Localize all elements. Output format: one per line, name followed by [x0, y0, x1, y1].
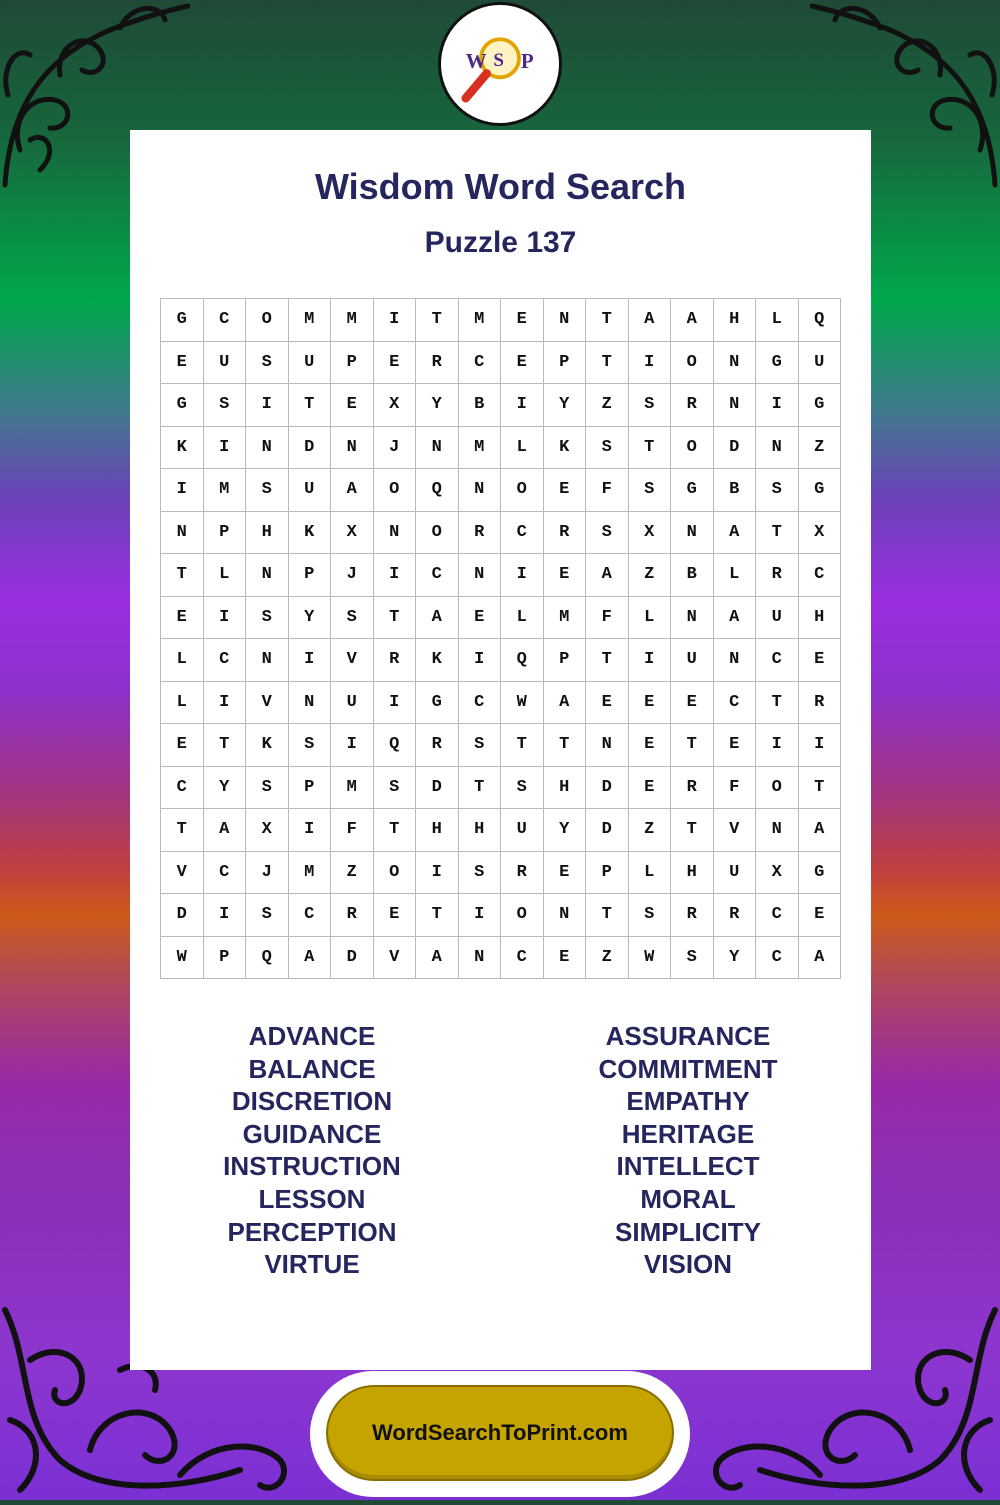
- grid-cell[interactable]: T: [586, 894, 629, 937]
- grid-cell[interactable]: C: [799, 554, 842, 597]
- grid-cell[interactable]: M: [289, 852, 332, 895]
- grid-cell[interactable]: N: [459, 469, 502, 512]
- grid-cell[interactable]: A: [629, 299, 672, 342]
- grid-cell[interactable]: R: [671, 767, 714, 810]
- grid-cell[interactable]: N: [671, 597, 714, 640]
- grid-cell[interactable]: S: [459, 852, 502, 895]
- grid-cell[interactable]: I: [374, 554, 417, 597]
- grid-cell[interactable]: M: [204, 469, 247, 512]
- grid-cell[interactable]: T: [161, 554, 204, 597]
- grid-cell[interactable]: N: [544, 894, 587, 937]
- word-list-item: SIMPLICITY: [615, 1216, 761, 1247]
- grid-cell[interactable]: K: [544, 427, 587, 470]
- grid-cell[interactable]: N: [161, 512, 204, 555]
- grid-cell[interactable]: G: [671, 469, 714, 512]
- word-list-item: COMMITMENT: [598, 1053, 778, 1084]
- grid-cell[interactable]: I: [204, 894, 247, 937]
- grid-cell[interactable]: P: [204, 937, 247, 980]
- grid-cell[interactable]: T: [204, 724, 247, 767]
- grid-cell[interactable]: U: [671, 639, 714, 682]
- grid-cell[interactable]: P: [544, 639, 587, 682]
- grid-cell[interactable]: S: [629, 384, 672, 427]
- grid-cell[interactable]: L: [501, 597, 544, 640]
- grid-cell[interactable]: L: [501, 427, 544, 470]
- puzzle-number: Puzzle 137: [424, 226, 577, 259]
- grid-cell[interactable]: T: [374, 597, 417, 640]
- grid-cell[interactable]: T: [799, 767, 842, 810]
- puzzle-card: [130, 130, 871, 1370]
- grid-cell[interactable]: K: [289, 512, 332, 555]
- grid-cell[interactable]: N: [756, 427, 799, 470]
- grid-cell[interactable]: S: [331, 597, 374, 640]
- grid-cell[interactable]: I: [289, 639, 332, 682]
- grid-cell[interactable]: S: [671, 937, 714, 980]
- grid-cell[interactable]: A: [544, 682, 587, 725]
- grid-cell[interactable]: N: [416, 427, 459, 470]
- word-list-right: [538, 1020, 838, 1281]
- grid-cell[interactable]: E: [544, 469, 587, 512]
- footer-badge: [310, 1371, 690, 1497]
- grid-cell[interactable]: O: [416, 512, 459, 555]
- grid-cell[interactable]: C: [501, 512, 544, 555]
- grid-cell[interactable]: P: [544, 342, 587, 385]
- grid-cell[interactable]: G: [799, 384, 842, 427]
- word-list-item: ASSURANCE: [605, 1021, 771, 1051]
- grid-cell[interactable]: O: [246, 299, 289, 342]
- grid-cell[interactable]: I: [501, 384, 544, 427]
- grid-cell[interactable]: T: [289, 384, 332, 427]
- grid-cell[interactable]: P: [289, 554, 332, 597]
- grid-cell[interactable]: I: [459, 894, 502, 937]
- grid-cell[interactable]: T: [161, 809, 204, 852]
- grid-cell[interactable]: M: [331, 767, 374, 810]
- grid-cell[interactable]: O: [671, 427, 714, 470]
- grid-cell[interactable]: G: [799, 852, 842, 895]
- grid-cell[interactable]: S: [246, 597, 289, 640]
- grid-cell[interactable]: F: [586, 597, 629, 640]
- grid-cell[interactable]: T: [671, 809, 714, 852]
- grid-cell[interactable]: I: [204, 597, 247, 640]
- grid-cell[interactable]: S: [246, 767, 289, 810]
- word-list-left: [162, 1020, 462, 1281]
- grid-cell[interactable]: T: [586, 639, 629, 682]
- grid-cell[interactable]: G: [756, 342, 799, 385]
- grid-cell[interactable]: U: [799, 342, 842, 385]
- grid-cell[interactable]: B: [714, 469, 757, 512]
- grid-cell[interactable]: R: [416, 342, 459, 385]
- grid-cell[interactable]: X: [246, 809, 289, 852]
- grid-cell[interactable]: H: [246, 512, 289, 555]
- word-list-item: MORAL: [640, 1183, 736, 1214]
- grid-cell[interactable]: Z: [629, 809, 672, 852]
- grid-cell[interactable]: B: [459, 384, 502, 427]
- grid-cell[interactable]: A: [586, 554, 629, 597]
- grid-cell[interactable]: I: [459, 639, 502, 682]
- grid-cell[interactable]: H: [671, 852, 714, 895]
- grid-cell[interactable]: S: [246, 342, 289, 385]
- grid-cell[interactable]: H: [799, 597, 842, 640]
- word-list-item: PERCEPTION: [227, 1216, 397, 1247]
- grid-cell[interactable]: N: [246, 554, 289, 597]
- grid-cell[interactable]: S: [586, 512, 629, 555]
- grid-cell[interactable]: T: [416, 894, 459, 937]
- grid-cell[interactable]: B: [671, 554, 714, 597]
- grid-cell[interactable]: Y: [544, 809, 587, 852]
- grid-cell[interactable]: L: [161, 682, 204, 725]
- grid-cell[interactable]: E: [671, 682, 714, 725]
- grid-cell[interactable]: I: [204, 427, 247, 470]
- grid-cell[interactable]: L: [161, 639, 204, 682]
- grid-cell[interactable]: V: [714, 809, 757, 852]
- letter-grid: [160, 298, 841, 979]
- grid-cell[interactable]: Y: [416, 384, 459, 427]
- grid-cell[interactable]: W: [501, 682, 544, 725]
- grid-cell[interactable]: N: [331, 427, 374, 470]
- grid-cell[interactable]: C: [501, 937, 544, 980]
- grid-cell[interactable]: G: [416, 682, 459, 725]
- website-link-button[interactable]: WordSearchToPrint.com: [326, 1385, 674, 1481]
- grid-cell[interactable]: R: [374, 639, 417, 682]
- grid-cell[interactable]: K: [246, 724, 289, 767]
- grid-cell[interactable]: E: [161, 342, 204, 385]
- word-list-item: LESSON: [258, 1183, 366, 1214]
- grid-cell[interactable]: A: [799, 809, 842, 852]
- grid-cell[interactable]: L: [629, 852, 672, 895]
- grid-cell[interactable]: X: [374, 384, 417, 427]
- grid-cell[interactable]: N: [714, 384, 757, 427]
- grid-cell[interactable]: C: [204, 299, 247, 342]
- grid-cell[interactable]: R: [544, 512, 587, 555]
- grid-cell[interactable]: C: [161, 767, 204, 810]
- grid-cell[interactable]: C: [756, 937, 799, 980]
- grid-cell[interactable]: U: [714, 852, 757, 895]
- grid-cell[interactable]: I: [629, 342, 672, 385]
- grid-cell[interactable]: U: [331, 682, 374, 725]
- word-list-item: GUIDANCE: [242, 1118, 382, 1149]
- grid-cell[interactable]: A: [416, 597, 459, 640]
- grid-cell[interactable]: E: [629, 682, 672, 725]
- grid-cell[interactable]: D: [586, 809, 629, 852]
- grid-cell[interactable]: C: [714, 682, 757, 725]
- grid-cell[interactable]: S: [374, 767, 417, 810]
- grid-cell[interactable]: E: [331, 384, 374, 427]
- grid-cell[interactable]: A: [289, 937, 332, 980]
- grid-cell[interactable]: D: [586, 767, 629, 810]
- grid-cell[interactable]: H: [714, 299, 757, 342]
- word-list-item: VIRTUE: [264, 1249, 360, 1280]
- grid-cell[interactable]: R: [416, 724, 459, 767]
- grid-cell[interactable]: E: [374, 894, 417, 937]
- grid-cell[interactable]: G: [161, 384, 204, 427]
- grid-cell[interactable]: W: [161, 937, 204, 980]
- grid-cell[interactable]: D: [289, 427, 332, 470]
- grid-cell[interactable]: T: [671, 724, 714, 767]
- grid-cell[interactable]: I: [756, 724, 799, 767]
- grid-cell[interactable]: E: [799, 894, 842, 937]
- grid-cell[interactable]: M: [459, 427, 502, 470]
- grid-cell[interactable]: I: [289, 809, 332, 852]
- grid-cell[interactable]: C: [756, 894, 799, 937]
- grid-cell[interactable]: I: [629, 639, 672, 682]
- grid-cell[interactable]: E: [459, 597, 502, 640]
- word-list-item: DISCRETION: [231, 1086, 393, 1117]
- grid-cell[interactable]: E: [799, 639, 842, 682]
- grid-cell[interactable]: X: [799, 512, 842, 555]
- grid-cell[interactable]: T: [374, 809, 417, 852]
- grid-cell[interactable]: X: [331, 512, 374, 555]
- grid-cell[interactable]: I: [374, 299, 417, 342]
- grid-cell[interactable]: V: [331, 639, 374, 682]
- grid-cell[interactable]: P: [204, 512, 247, 555]
- grid-cell[interactable]: Z: [799, 427, 842, 470]
- grid-cell[interactable]: C: [459, 682, 502, 725]
- grid-cell[interactable]: S: [629, 469, 672, 512]
- grid-cell[interactable]: E: [544, 554, 587, 597]
- grid-cell[interactable]: E: [161, 724, 204, 767]
- grid-cell[interactable]: C: [204, 852, 247, 895]
- grid-cell[interactable]: C: [416, 554, 459, 597]
- grid-cell[interactable]: F: [714, 767, 757, 810]
- grid-cell[interactable]: Q: [374, 724, 417, 767]
- grid-cell[interactable]: I: [374, 682, 417, 725]
- grid-cell[interactable]: A: [671, 299, 714, 342]
- grid-cell[interactable]: K: [416, 639, 459, 682]
- grid-cell[interactable]: P: [331, 342, 374, 385]
- grid-cell[interactable]: M: [544, 597, 587, 640]
- grid-cell[interactable]: N: [246, 427, 289, 470]
- grid-cell[interactable]: I: [416, 852, 459, 895]
- grid-cell[interactable]: Y: [204, 767, 247, 810]
- grid-cell[interactable]: C: [204, 639, 247, 682]
- page-title: Wisdom Word Search: [314, 166, 687, 207]
- grid-cell[interactable]: R: [671, 384, 714, 427]
- grid-cell[interactable]: V: [374, 937, 417, 980]
- grid-cell[interactable]: R: [459, 512, 502, 555]
- grid-cell[interactable]: Y: [714, 937, 757, 980]
- grid-cell[interactable]: A: [799, 937, 842, 980]
- grid-cell[interactable]: R: [756, 554, 799, 597]
- grid-cell[interactable]: E: [544, 937, 587, 980]
- grid-cell[interactable]: N: [756, 809, 799, 852]
- grid-cell[interactable]: T: [459, 767, 502, 810]
- word-list-item: ADVANCE: [248, 1021, 376, 1051]
- grid-cell[interactable]: Q: [501, 639, 544, 682]
- grid-cell[interactable]: E: [501, 342, 544, 385]
- word-list-item: EMPATHY: [626, 1086, 750, 1117]
- grid-cell[interactable]: E: [374, 342, 417, 385]
- word-list-item: INSTRUCTION: [223, 1151, 401, 1182]
- grid-cell[interactable]: R: [671, 894, 714, 937]
- grid-cell[interactable]: T: [756, 512, 799, 555]
- grid-cell[interactable]: S: [629, 894, 672, 937]
- grid-cell[interactable]: E: [544, 852, 587, 895]
- grid-cell[interactable]: N: [544, 299, 587, 342]
- grid-cell[interactable]: R: [331, 894, 374, 937]
- grid-cell[interactable]: A: [331, 469, 374, 512]
- grid-cell[interactable]: A: [714, 512, 757, 555]
- grid-cell[interactable]: N: [671, 512, 714, 555]
- grid-cell[interactable]: Q: [246, 937, 289, 980]
- grid-cell[interactable]: K: [161, 427, 204, 470]
- grid-cell[interactable]: W: [629, 937, 672, 980]
- grid-cell[interactable]: U: [289, 469, 332, 512]
- grid-cell[interactable]: E: [714, 724, 757, 767]
- grid-cell[interactable]: D: [714, 427, 757, 470]
- grid-cell[interactable]: F: [331, 809, 374, 852]
- grid-cell[interactable]: D: [331, 937, 374, 980]
- grid-cell[interactable]: Z: [586, 384, 629, 427]
- grid-cell[interactable]: N: [459, 937, 502, 980]
- grid-cell[interactable]: A: [416, 937, 459, 980]
- grid-cell[interactable]: R: [501, 852, 544, 895]
- grid-cell[interactable]: T: [629, 427, 672, 470]
- grid-cell[interactable]: C: [756, 639, 799, 682]
- grid-cell[interactable]: P: [289, 767, 332, 810]
- grid-cell[interactable]: N: [246, 639, 289, 682]
- grid-cell[interactable]: G: [161, 299, 204, 342]
- grid-cell[interactable]: I: [161, 469, 204, 512]
- grid-cell[interactable]: S: [756, 469, 799, 512]
- grid-cell[interactable]: X: [756, 852, 799, 895]
- grid-cell[interactable]: Y: [544, 384, 587, 427]
- grid-cell[interactable]: A: [714, 597, 757, 640]
- grid-cell[interactable]: U: [204, 342, 247, 385]
- grid-cell[interactable]: E: [629, 724, 672, 767]
- grid-cell[interactable]: T: [544, 724, 587, 767]
- grid-cell[interactable]: E: [161, 597, 204, 640]
- grid-cell[interactable]: M: [289, 299, 332, 342]
- grid-cell[interactable]: J: [246, 852, 289, 895]
- logo-letter-p: P: [520, 48, 534, 73]
- grid-cell[interactable]: J: [374, 427, 417, 470]
- grid-cell[interactable]: E: [629, 767, 672, 810]
- grid-cell[interactable]: M: [459, 299, 502, 342]
- grid-cell[interactable]: O: [756, 767, 799, 810]
- logo-letter-s: S: [493, 49, 504, 71]
- grid-cell[interactable]: T: [756, 682, 799, 725]
- grid-cell[interactable]: Z: [331, 852, 374, 895]
- word-list-item: VISION: [643, 1249, 733, 1280]
- grid-cell[interactable]: S: [459, 724, 502, 767]
- grid-cell[interactable]: U: [501, 809, 544, 852]
- grid-cell[interactable]: S: [246, 469, 289, 512]
- grid-cell[interactable]: V: [246, 682, 289, 725]
- grid-cell[interactable]: N: [374, 512, 417, 555]
- grid-cell[interactable]: U: [289, 342, 332, 385]
- grid-cell[interactable]: D: [161, 894, 204, 937]
- grid-cell[interactable]: I: [246, 384, 289, 427]
- grid-cell[interactable]: H: [544, 767, 587, 810]
- grid-cell[interactable]: T: [416, 299, 459, 342]
- grid-cell[interactable]: E: [586, 682, 629, 725]
- grid-cell[interactable]: L: [714, 554, 757, 597]
- grid-cell[interactable]: G: [799, 469, 842, 512]
- grid-cell[interactable]: N: [586, 724, 629, 767]
- grid-cell[interactable]: E: [501, 299, 544, 342]
- grid-cell[interactable]: O: [374, 469, 417, 512]
- grid-cell[interactable]: X: [629, 512, 672, 555]
- word-list-item: HERITAGE: [621, 1118, 755, 1149]
- grid-cell[interactable]: T: [501, 724, 544, 767]
- grid-cell[interactable]: I: [756, 384, 799, 427]
- grid-cell[interactable]: V: [161, 852, 204, 895]
- grid-cell[interactable]: Z: [629, 554, 672, 597]
- grid-cell[interactable]: D: [416, 767, 459, 810]
- grid-cell[interactable]: O: [501, 469, 544, 512]
- grid-cell[interactable]: A: [204, 809, 247, 852]
- grid-cell[interactable]: M: [331, 299, 374, 342]
- grid-cell[interactable]: N: [714, 342, 757, 385]
- word-list-item: INTELLECT: [616, 1151, 760, 1182]
- grid-cell[interactable]: C: [459, 342, 502, 385]
- grid-cell[interactable]: H: [416, 809, 459, 852]
- grid-cell[interactable]: S: [204, 384, 247, 427]
- grid-cell[interactable]: J: [331, 554, 374, 597]
- grid-cell[interactable]: F: [586, 469, 629, 512]
- grid-cell[interactable]: Y: [289, 597, 332, 640]
- grid-cell[interactable]: R: [714, 894, 757, 937]
- grid-cell[interactable]: O: [501, 894, 544, 937]
- grid-cell[interactable]: Q: [416, 469, 459, 512]
- grid-cell[interactable]: N: [289, 682, 332, 725]
- grid-cell[interactable]: I: [204, 682, 247, 725]
- grid-cell[interactable]: U: [756, 597, 799, 640]
- grid-cell[interactable]: P: [586, 852, 629, 895]
- grid-cell[interactable]: S: [246, 894, 289, 937]
- word-list-item: BALANCE: [248, 1053, 376, 1084]
- grid-cell[interactable]: L: [204, 554, 247, 597]
- grid-cell[interactable]: L: [629, 597, 672, 640]
- grid-cell[interactable]: I: [501, 554, 544, 597]
- logo-letter-w: W: [465, 48, 487, 73]
- wsp-logo: [438, 2, 562, 126]
- grid-cell[interactable]: S: [289, 724, 332, 767]
- grid-cell[interactable]: H: [459, 809, 502, 852]
- grid-cell[interactable]: N: [714, 639, 757, 682]
- grid-cell[interactable]: O: [374, 852, 417, 895]
- grid-cell[interactable]: Z: [586, 937, 629, 980]
- grid-cell[interactable]: I: [331, 724, 374, 767]
- grid-cell[interactable]: I: [799, 724, 842, 767]
- grid-cell[interactable]: C: [289, 894, 332, 937]
- grid-cell[interactable]: S: [501, 767, 544, 810]
- grid-cell[interactable]: T: [586, 299, 629, 342]
- grid-cell[interactable]: T: [586, 342, 629, 385]
- grid-cell[interactable]: Q: [799, 299, 842, 342]
- grid-cell[interactable]: O: [671, 342, 714, 385]
- grid-cell[interactable]: L: [756, 299, 799, 342]
- grid-cell[interactable]: N: [459, 554, 502, 597]
- grid-cell[interactable]: S: [586, 427, 629, 470]
- grid-cell[interactable]: R: [799, 682, 842, 725]
